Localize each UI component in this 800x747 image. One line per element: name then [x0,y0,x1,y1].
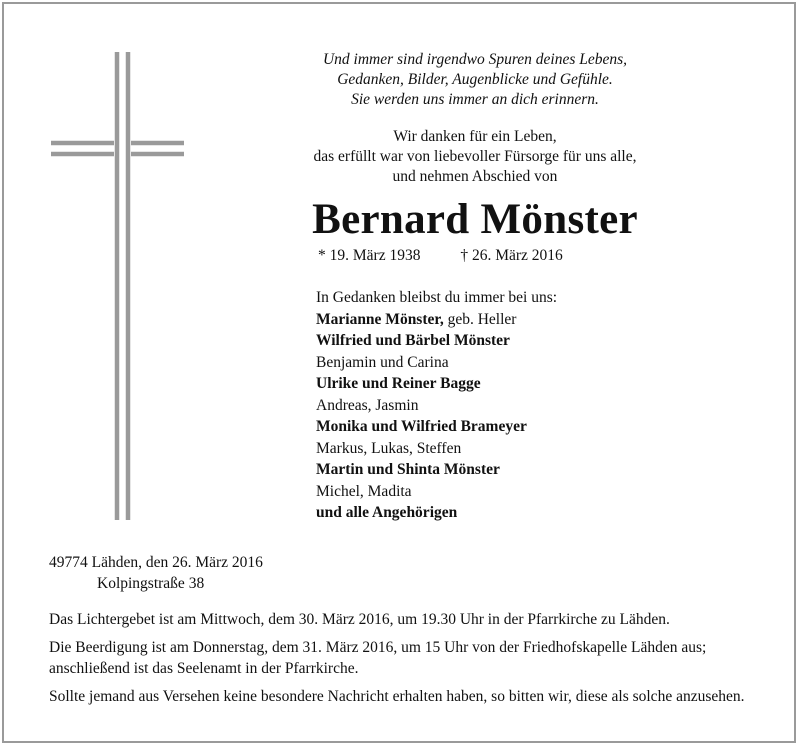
mourner-extra: geb. Heller [447,310,517,328]
birth-date: * 19. März 1938 [318,247,421,264]
intro-verse [230,50,720,110]
intro-line: Sie werden uns immer an dich erinnern. [351,91,599,108]
thanks-line: Wir danken für ein Leben, [393,128,557,145]
death-date: † 26. März 2016 [460,247,563,264]
mourner-children: Markus, Lukas, Steffen [316,439,462,457]
thanks-line: und nehmen Abschied von [392,168,558,185]
service-notes [49,609,759,714]
family-intro: In Gedanken bleibst du immer bei uns: [316,289,558,306]
mourner-children: Andreas, Jasmin [316,396,419,414]
all-relatives: und alle Angehörigen [316,504,458,521]
life-dates [318,246,563,266]
address-block [49,552,263,594]
mourner-name: Marianne Mönster, [316,310,444,328]
intro-line: Gedanken, Bilder, Augenblicke und Gefühle. [337,71,613,88]
intro-line: Und immer sind irgendwo Spuren deines Lebens, [322,51,628,68]
street-address: Kolpingstraße 38 [97,575,205,592]
place-date: 49774 Lähden, den 26. März 2016 [49,554,263,571]
mourner-name: Martin und Shinta Mönster [316,461,500,478]
mourner-name: Wilfried und Bärbel Mönster [316,332,510,349]
note-paragraph: Das Lichtergebet ist am Mittwoch, dem 30. März 2016, um 19.30 Uhr in der Pfarrkirche zu Lähden. [49,611,670,628]
thanks-text [230,127,720,187]
mourner-name: Monika und Wilfried Brameyer [316,418,527,435]
thanks-line: das erfüllt war von liebevoller Fürsorge für uns alle, [313,148,637,165]
mourner-children: Benjamin und Carina [316,353,449,371]
list-item [316,309,557,331]
note-paragraph: Sollte jemand aus Versehen keine besondere Nachricht erhalten haben, so bitten wir, diese als solche anzusehen. [49,688,745,705]
deceased-name: Bernard Mönster [312,196,638,243]
note-paragraph: Die Beerdigung ist am Donnerstag, dem 31. März 2016, um 15 Uhr von der Friedhofskapelle Lähden aus; anschließend ist das Seelenamt in der Pfarrkirche. [49,639,707,677]
mourner-children: Michel, Madita [316,482,412,500]
mourners-list [316,287,557,524]
cross-icon [50,50,185,522]
mourner-name: Ulrike und Reiner Bagge [316,375,481,392]
